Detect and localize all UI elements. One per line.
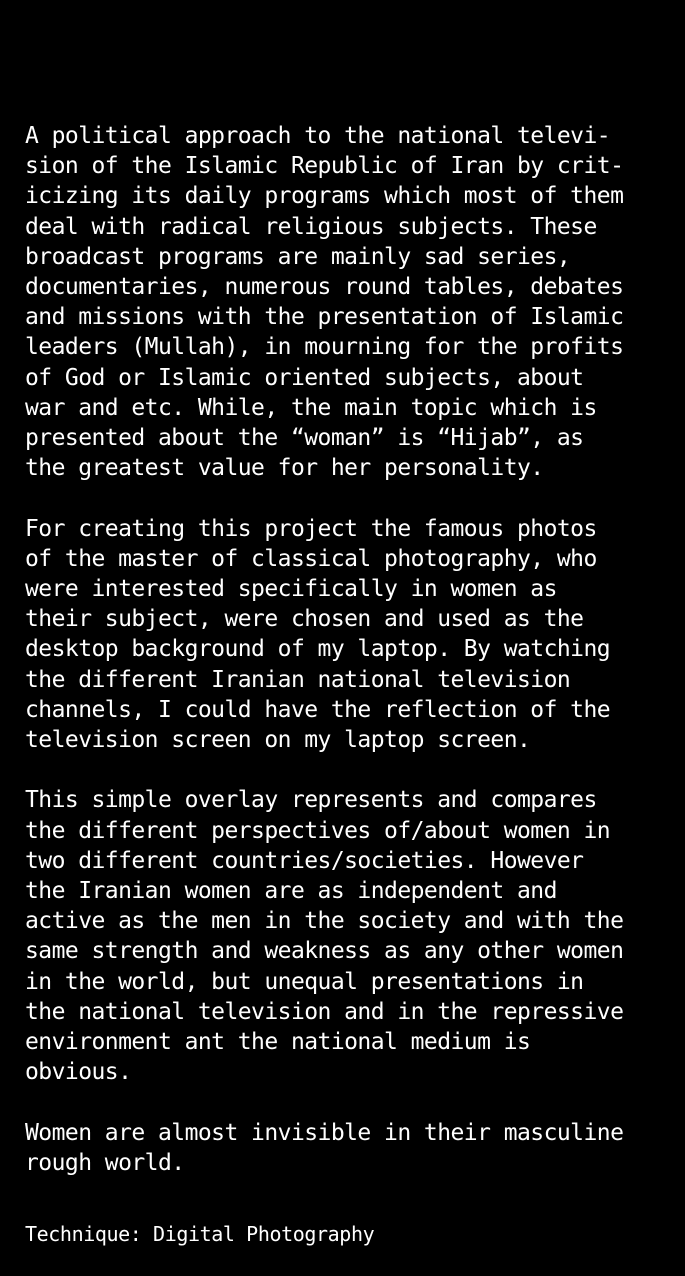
paragraph-2: For creating this project the famous photos of the master of classical photography, who were interested specifically in women as their subject, were chosen and used as the desktop background of my laptop. By watching the different Iranian national television channels, I could have the reflection of the television screen on my laptop screen. [25,515,611,754]
paragraph-4: Women are almost invisible in their masculine rough world. [25,1119,624,1176]
technique-line: Technique: Digital Photography [25,1222,375,1246]
paragraph-3: This simple overlay represents and compares the different perspectives of/about women in two different countries/societies. However the Iranian women are as independent and active as the men in the society and with the same strength and weakness as any other women in the world, but unequal presentations in the national television and in the repressive environment ant the national medium is obvious. [25,787,624,1086]
article-body [25,121,675,1178]
paragraph-1: A political approach to the national televi- sion of the Islamic Republic of Iran by crit- icizing its daily programs which most of them deal with radical religious subjects. These broadcast programs are mainly sad series, documentaries, numerous round tables, debates and missions with the presentation of Islamic leaders (Mullah), in mourning for the profits of God or Islamic oriented subjects, about war and etc. While, the main topic which is presented about the “woman” is “Hijab”, as the greatest value for her personality. [25,123,624,482]
